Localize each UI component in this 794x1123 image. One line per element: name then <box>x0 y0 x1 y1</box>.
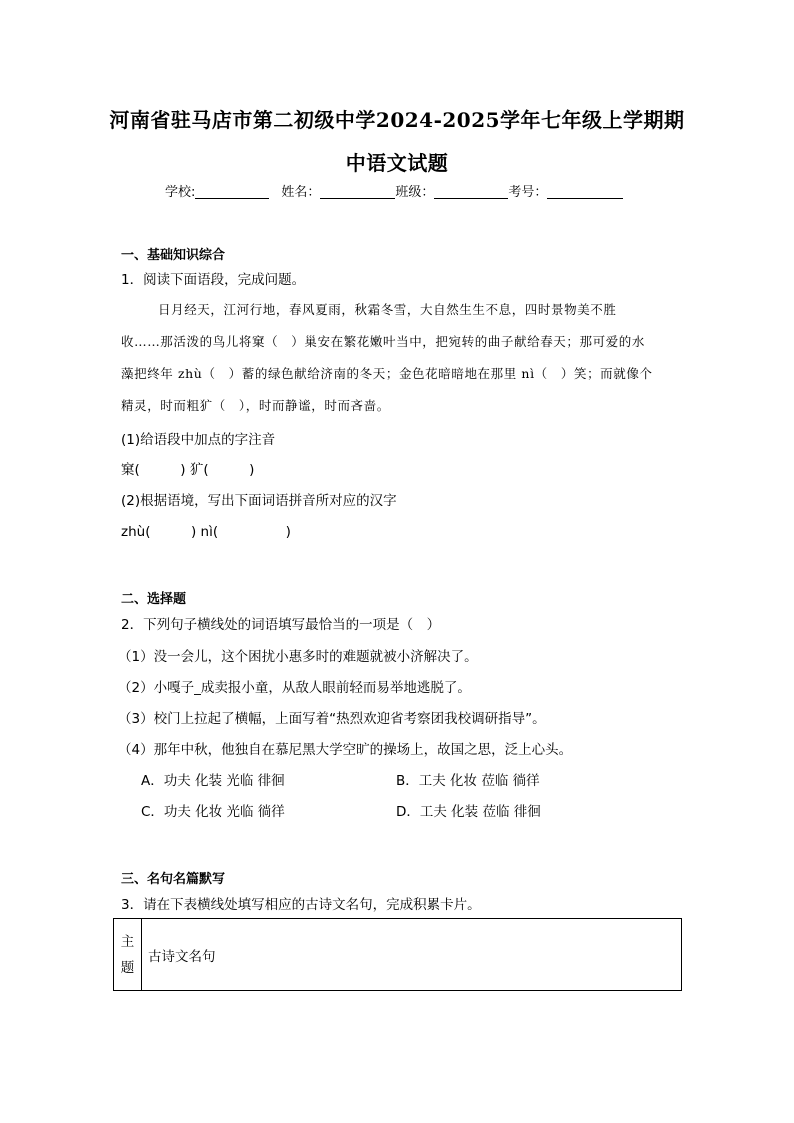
class-label: 班级： <box>395 185 435 200</box>
q2-stem: 2．下列句子横线处的词语填写最恰当的一项是（ ） <box>121 617 441 633</box>
q2-sentence: （3）校门上拉起了横幅，上面写着“热烈欢迎省考察团我校调研指导”。 <box>118 711 546 727</box>
q3-stem: 3．请在下表横线处填写相应的古诗文名句，完成积累卡片。 <box>121 897 481 913</box>
q1-sub1: (1)给语段中加点的字注音 <box>121 432 276 448</box>
table-row <box>114 919 682 991</box>
q2-option-c[interactable]: C．功夫 化妆 光临 徜徉 <box>141 804 285 820</box>
name-blank[interactable] <box>320 184 395 199</box>
accumulation-card-table <box>113 918 682 991</box>
q1-sub2-answer[interactable]: zhù( ) nì( ) <box>121 524 291 540</box>
q2-sentence: （4）那年中秋，他独自在慕尼黑大学空旷的操场上，故国之思，泛上心头。 <box>118 742 573 758</box>
q1-passage-line: 藻把终年 zhù（ ）蓄的绿色献给济南的冬天；金色花暗暗地在那里 nì（ ）笑；而就像个 <box>121 366 653 381</box>
q2-option-b[interactable]: B．工夫 化妆 莅临 徜徉 <box>396 773 540 789</box>
q2-option-a[interactable]: A．功夫 化装 光临 徘徊 <box>141 773 285 789</box>
student-info-row <box>165 181 623 200</box>
exam-title-line1: 河南省驻马店市第二初级中学2024-2025学年七年级上学期期 <box>109 108 685 132</box>
q1-sub2: (2)根据语境，写出下面词语拼音所对应的汉字 <box>121 493 397 509</box>
q2-sentence: （2）小嘎子_成卖报小童，从敌人眼前轻而易举地逃脱了。 <box>118 680 471 696</box>
exam-title-line2: 中语文试题 <box>345 151 449 175</box>
q1-sub1-answer[interactable]: 窠( ) 犷( ) <box>121 462 255 478</box>
q2-sentence: （1）没一会儿，这个困扰小惠多时的难题就被小济解决了。 <box>118 649 478 665</box>
section2-heading: 二、选择题 <box>121 592 187 607</box>
poem-header-cell: 古诗文名句 <box>142 919 682 991</box>
exam-no-label: 考号： <box>508 185 548 200</box>
class-blank[interactable] <box>434 184 508 199</box>
q1-passage-line: 收……那活泼的鸟儿将窠（ ）巢安在繁花嫩叶当中，把宛转的曲子献给春天；那可爱的水 <box>121 334 646 349</box>
school-label: 学校: <box>165 185 196 200</box>
section1-heading: 一、基础知识综合 <box>121 248 226 263</box>
topic-header-cell: 主题 <box>114 919 142 991</box>
q2-option-d[interactable]: D．工夫 化装 莅临 徘徊 <box>396 804 541 820</box>
section3-heading: 三、名句名篇默写 <box>121 872 226 887</box>
name-label: 姓名： <box>281 185 321 200</box>
school-blank[interactable] <box>195 184 269 199</box>
q1-stem: 1．阅读下面语段，完成问题。 <box>121 272 306 288</box>
exam-no-blank[interactable] <box>547 184 623 199</box>
q1-passage-line: 日月经天，江河行地，春风夏雨，秋霜冬雪，大自然生生不息，四时景物美不胜 <box>158 302 617 317</box>
q1-passage-line: 精灵，时而粗犷（ ），时而静谧，时而吝啬。 <box>121 398 390 413</box>
